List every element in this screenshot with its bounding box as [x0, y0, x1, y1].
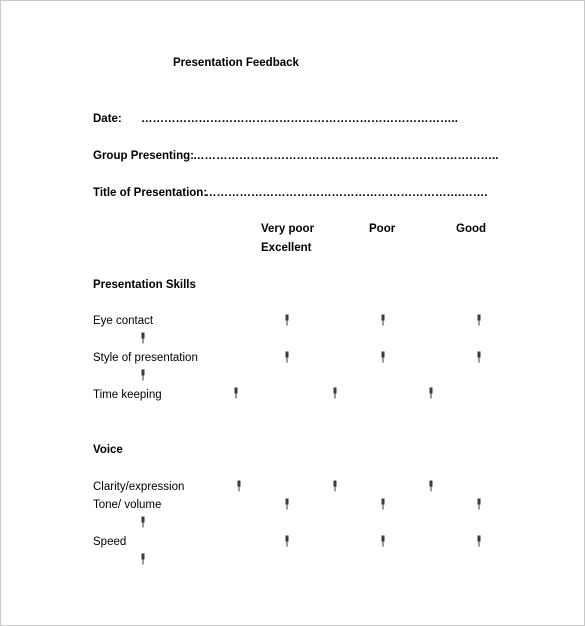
- item-time-keeping: Time keeping: [93, 389, 162, 401]
- checkbox-marker[interactable]: [237, 480, 241, 492]
- checkbox-marker[interactable]: [234, 387, 238, 399]
- checkbox-marker[interactable]: [333, 480, 337, 492]
- checkbox-marker[interactable]: [285, 535, 289, 547]
- item-speed: Speed: [93, 536, 127, 548]
- checkbox-marker[interactable]: [285, 351, 289, 363]
- checkbox-marker[interactable]: [477, 314, 481, 326]
- document-title: Presentation Feedback: [173, 57, 299, 69]
- item-style-of-presentation: Style of presentation: [93, 352, 198, 364]
- checkbox-marker[interactable]: [333, 387, 337, 399]
- title-of-presentation-dots: ………………………………………………………….…….: [205, 187, 488, 199]
- checkbox-marker[interactable]: [381, 498, 385, 510]
- checkbox-marker[interactable]: [477, 535, 481, 547]
- rating-excellent: Excellent: [261, 242, 312, 254]
- checkbox-marker[interactable]: [429, 387, 433, 399]
- checkbox-marker[interactable]: [429, 480, 433, 492]
- item-tone-volume: Tone/ volume: [93, 499, 162, 511]
- date-label: Date:: [93, 113, 122, 125]
- section-title-voice: Voice: [93, 444, 123, 456]
- date-dots: ………………………………………………………………………..: [141, 113, 458, 125]
- section-title-presentation-skills: Presentation Skills: [93, 279, 196, 291]
- checkbox-marker[interactable]: [285, 314, 289, 326]
- rating-poor: Poor: [369, 223, 396, 235]
- checkbox-marker[interactable]: [141, 332, 145, 344]
- item-clarity-expression: Clarity/expression: [93, 481, 185, 493]
- checkbox-marker[interactable]: [477, 498, 481, 510]
- group-presenting-dots: ……………………………………………………………………..: [193, 150, 499, 162]
- title-of-presentation-label: Title of Presentation:: [93, 187, 208, 199]
- checkbox-marker[interactable]: [285, 498, 289, 510]
- checkbox-marker[interactable]: [141, 369, 145, 381]
- rating-very-poor: Very poor: [261, 223, 315, 235]
- group-presenting-label: Group Presenting:: [93, 150, 194, 162]
- checkbox-marker[interactable]: [477, 351, 481, 363]
- checkbox-marker[interactable]: [381, 351, 385, 363]
- rating-good: Good: [456, 223, 487, 235]
- checkbox-marker[interactable]: [381, 314, 385, 326]
- checkbox-marker[interactable]: [381, 535, 385, 547]
- checkbox-marker[interactable]: [141, 516, 145, 528]
- checkbox-marker[interactable]: [141, 553, 145, 565]
- item-eye-contact: Eye contact: [93, 315, 154, 327]
